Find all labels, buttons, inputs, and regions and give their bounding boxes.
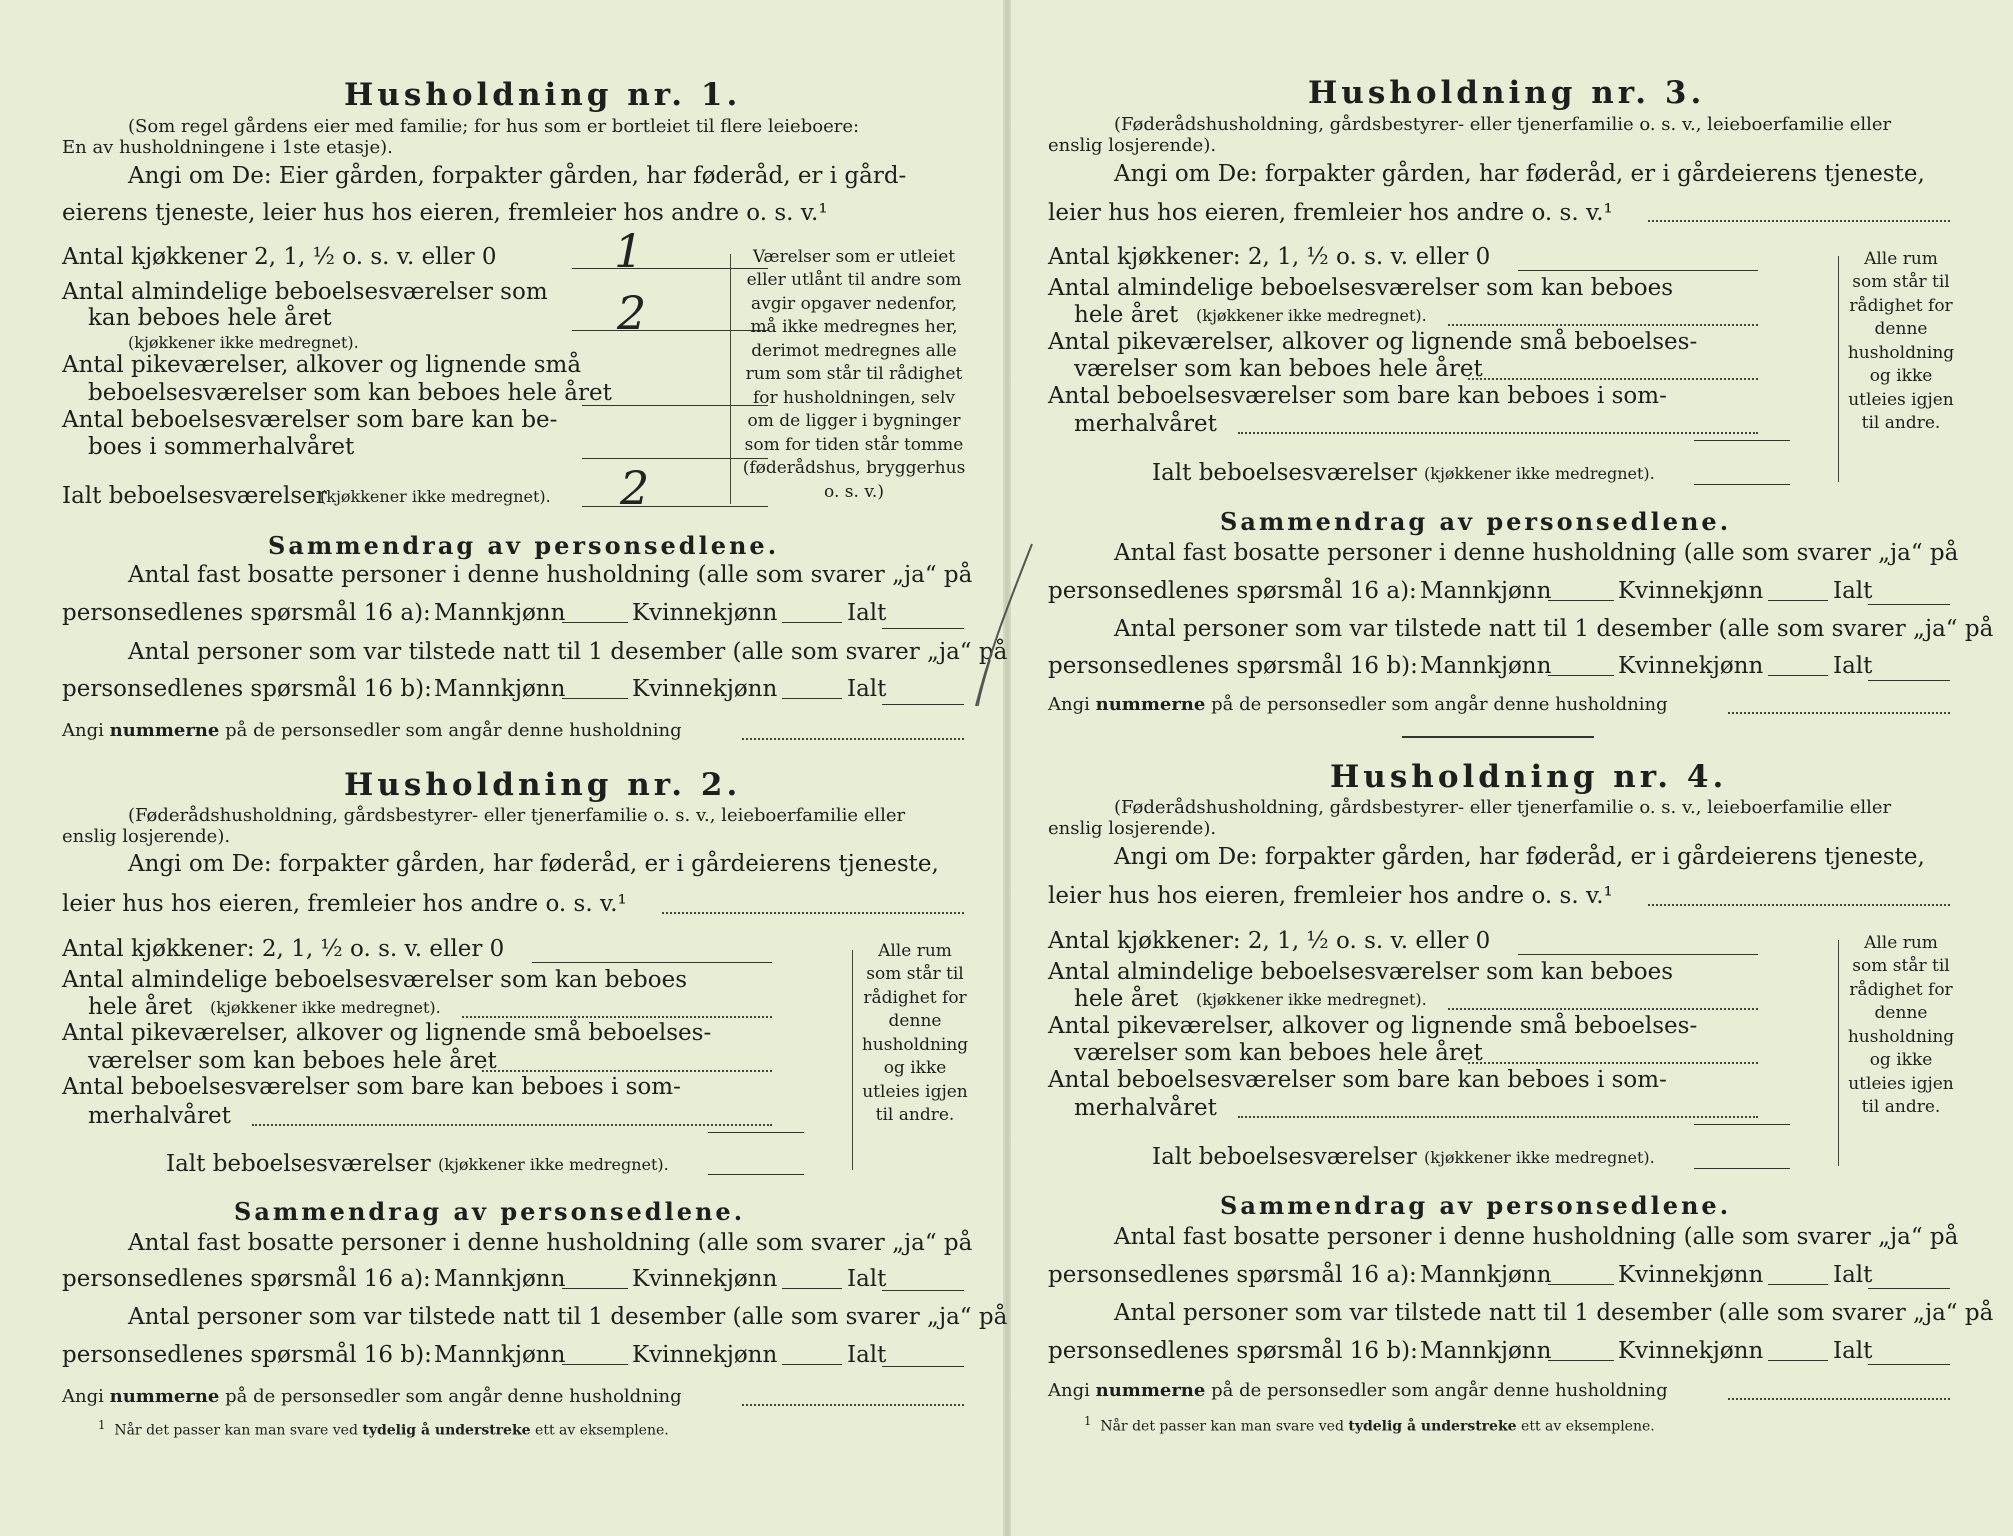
household-4-maid-rooms-label: Antal pikeværelser, alkover og lignende små beboelses- <box>1048 1013 1698 1039</box>
household-3-summer-rooms-label-cont: merhalvåret <box>1074 411 1217 437</box>
household-3-maid-rooms-label: Antal pikeværelser, alkover og lignende små beboelses- <box>1048 329 1698 355</box>
household-4-rooms-label-cont: hele året <box>1074 986 1179 1012</box>
household-3-total-note: (kjøkkener ikke medregnet). <box>1424 464 1655 483</box>
summary-2-present-total-field[interactable] <box>882 1366 964 1367</box>
household-3-kitchens-label: Antal kjøkkener: 2, 1, ½ o. s. v. eller 0 <box>1048 244 1491 270</box>
household-1-note: (Som regel gårdens eier med familie; for hus som er bortleiet til flere leieboere: <box>128 116 860 137</box>
household-3-kitchens-field[interactable] <box>1518 270 1758 271</box>
summary-1-resident-total-label: Ialt <box>847 600 887 626</box>
household-2-summer-rooms-label-cont: merhalvåret <box>88 1103 231 1129</box>
household-1-summer-rooms-label: Antal beboelsesværelser som bare kan be- <box>62 407 558 433</box>
household-3-question-cont: leier hus hos eieren, fremleier hos andre o. s. v.¹ <box>1048 200 1613 226</box>
summary-1-numbers-label: Angi nummerne på de personsedler som angår denne husholdning <box>62 720 682 741</box>
summary-2-present-total-label: Ialt <box>847 1342 887 1368</box>
household-2-kitchens-field[interactable] <box>532 962 772 963</box>
section-separator <box>1402 736 1594 738</box>
household-3-total-label: Ialt beboelsesværelser <box>1152 460 1417 486</box>
household-3-brace <box>1838 256 1839 482</box>
summary-2-present-male-label: Mannkjønn <box>434 1342 566 1368</box>
household-3-summer-rooms-field[interactable] <box>1238 432 1758 434</box>
summary-2-present-text-cont: personsedlenes spørsmål 16 b): <box>62 1342 432 1368</box>
household-4-maid-rooms-field[interactable] <box>1468 1062 1758 1064</box>
household-1-side-note: Værelser som er utleiet eller utlånt til andre som avgir opgaver nedenfor, må ikke medregnes her, derimot medregnes alle rum som står til rådighet for husholdningen, selv om de ligger i bygninger som for tiden står tomme (føderådshus, bryggerhus o. s. v.) <box>742 247 966 502</box>
summary-3-resident-text-cont: personsedlenes spørsmål 16 a): <box>1048 578 1417 604</box>
household-3-rooms-label: Antal almindelige beboelsesværelser som kan beboes <box>1048 275 1674 301</box>
household-1-question-cont: eierens tjeneste, leier hus hos eieren, fremleier hos andre o. s. v.¹ <box>62 200 828 226</box>
household-2-total-note: (kjøkkener ikke medregnet). <box>438 1155 669 1174</box>
household-4-question: Angi om De: forpakter gården, har føderåd, er i gårdeierens tjeneste, <box>1114 844 1925 870</box>
household-2-note-cont: enslig losjerende). <box>62 826 231 847</box>
household-2-maid-rooms-label: Antal pikeværelser, alkover og lignende små beboelses- <box>62 1020 712 1046</box>
household-3-maid-rooms-field[interactable] <box>1468 378 1758 380</box>
summary-2-present-female-label: Kvinnekjønn <box>632 1342 778 1368</box>
summary-3-present-male-field[interactable] <box>1548 675 1614 676</box>
summary-2-resident-female-label: Kvinnekjønn <box>632 1266 778 1292</box>
summary-3-present-text: Antal personer som var tilstede natt til 1 desember (alle som svarer „ja“ på <box>1114 616 1994 642</box>
summary-1-present-male-field[interactable] <box>562 698 628 699</box>
summary-2-resident-female-field[interactable] <box>782 1288 842 1289</box>
summary-4-present-total-field[interactable] <box>1868 1364 1950 1365</box>
household-2-rooms-label: Antal almindelige beboelsesværelser som kan beboes <box>62 967 688 993</box>
summary-3-present-male-label: Mannkjønn <box>1420 653 1552 679</box>
household-2-rooms-label-cont: hele året <box>88 994 193 1020</box>
summary-3-resident-male-field[interactable] <box>1548 600 1614 601</box>
summary-1-resident-male-field[interactable] <box>562 622 628 623</box>
household-2-note: (Føderådshusholdning, gårdsbestyrer- eller tjenerfamilie o. s. v., leieboerfamilie eller <box>128 805 906 826</box>
household-1-maid-rooms-label-cont: beboelsesværelser som kan beboes hele året <box>88 380 612 406</box>
summary-4-resident-total-field[interactable] <box>1868 1288 1950 1289</box>
household-3-rooms-note: (kjøkkener ikke medregnet). <box>1196 306 1427 325</box>
summary-1-resident-total-field[interactable] <box>882 628 964 629</box>
household-1-rooms-note: (kjøkkener ikke medregnet). <box>128 333 359 352</box>
summary-3-numbers-field[interactable] <box>1728 712 1950 714</box>
summary-2-title: Sammendrag av personsedlene. <box>234 1197 746 1226</box>
summary-4-present-female-field[interactable] <box>1768 1360 1828 1361</box>
household-3-note-cont: enslig losjerende). <box>1048 135 1217 156</box>
household-4-title: Husholdning nr. 4. <box>1330 759 1728 795</box>
household-4-kitchens-field[interactable] <box>1518 954 1758 955</box>
household-4-rooms-field[interactable] <box>1448 1008 1758 1010</box>
summary-3-resident-text: Antal fast bosatte personer i denne husholdning (alle som svarer „ja“ på <box>1114 540 1959 566</box>
household-3-title: Husholdning nr. 3. <box>1308 75 1706 111</box>
summary-4-present-female-label: Kvinnekjønn <box>1618 1338 1764 1364</box>
household-1-rooms-label: Antal almindelige beboelsesværelser som <box>62 279 548 305</box>
household-1-total-label: Ialt beboelsesværelser <box>62 483 327 509</box>
summary-1-present-total-label: Ialt <box>847 676 887 702</box>
household-2-subtotal-line <box>708 1132 804 1133</box>
summary-4-resident-total-label: Ialt <box>1833 1262 1873 1288</box>
summary-1-present-male-label: Mannkjønn <box>434 676 566 702</box>
footnote-right: $^1$ Når det passer kan man svare ved tydelig å understreke ett av eksemplene. <box>1084 1414 1655 1435</box>
summary-1-title: Sammendrag av personsedlene. <box>268 531 780 560</box>
household-3-side-note: Alle rum som står til rådighet for denne husholdning og ikke utleies igjen til andre. <box>1847 249 1955 434</box>
summary-4-title: Sammendrag av personsedlene. <box>1220 1191 1732 1220</box>
household-3-question-answer[interactable] <box>1648 220 1950 222</box>
household-1-title: Husholdning nr. 1. <box>344 77 742 113</box>
summary-4-resident-text-cont: personsedlenes spørsmål 16 a): <box>1048 1262 1417 1288</box>
household-4-maid-rooms-label-cont: værelser som kan beboes hele året <box>1074 1040 1483 1066</box>
summary-2-resident-male-label: Mannkjønn <box>434 1266 566 1292</box>
household-2-maid-rooms-field[interactable] <box>482 1070 772 1072</box>
household-2-brace <box>852 950 853 1170</box>
household-4-summer-rooms-label-cont: merhalvåret <box>1074 1095 1217 1121</box>
household-2-total-field[interactable] <box>708 1174 804 1175</box>
household-4-side-note: Alle rum som står til rådighet for denne husholdning og ikke utleies igjen til andre. <box>1847 933 1955 1118</box>
summary-3-present-text-cont: personsedlenes spørsmål 16 b): <box>1048 653 1418 679</box>
summary-3-resident-total-label: Ialt <box>1833 578 1873 604</box>
household-1-kitchens-label: Antal kjøkkener 2, 1, ½ o. s. v. eller 0 <box>62 244 497 270</box>
household-4-brace <box>1838 940 1839 1166</box>
summary-4-present-text: Antal personer som var tilstede natt til 1 desember (alle som svarer „ja“ på <box>1114 1300 1994 1326</box>
summary-3-present-female-label: Kvinnekjønn <box>1618 653 1764 679</box>
household-3-question: Angi om De: forpakter gården, har føderåd, er i gårdeierens tjeneste, <box>1114 161 1925 187</box>
summary-2-resident-text-cont: personsedlenes spørsmål 16 a): <box>62 1266 431 1292</box>
summary-4-present-male-field[interactable] <box>1548 1360 1614 1361</box>
household-2-rooms-field[interactable] <box>462 1016 772 1018</box>
summary-1-present-text-cont: personsedlenes spørsmål 16 b): <box>62 676 432 702</box>
household-2-question: Angi om De: forpakter gården, har føderåd, er i gårdeierens tjeneste, <box>128 851 939 877</box>
household-4-note: (Føderådshusholdning, gårdsbestyrer- eller tjenerfamilie o. s. v., leieboerfamilie eller <box>1114 797 1892 818</box>
household-4-total-note: (kjøkkener ikke medregnet). <box>1424 1148 1655 1167</box>
summary-3-present-female-field[interactable] <box>1768 675 1828 676</box>
summary-1-present-total-field[interactable] <box>882 704 964 705</box>
household-1-total-value: 2 <box>620 461 650 515</box>
pencil-mark-icon <box>970 540 1040 710</box>
household-1-total-field[interactable] <box>582 506 768 507</box>
household-4-total-field[interactable] <box>1694 1168 1790 1169</box>
household-1-kitchens-value: 1 <box>614 224 644 278</box>
summary-3-title: Sammendrag av personsedlene. <box>1220 507 1732 536</box>
household-1-rooms-label-cont: kan beboes hele året <box>88 305 332 331</box>
household-4-total-label: Ialt beboelsesværelser <box>1152 1144 1417 1170</box>
household-2-summer-rooms-label: Antal beboelsesværelser som bare kan beboes i som- <box>62 1074 681 1100</box>
summary-2-present-female-field[interactable] <box>782 1364 842 1365</box>
household-2-summer-rooms-field[interactable] <box>252 1124 772 1126</box>
summary-4-numbers-field[interactable] <box>1728 1398 1950 1400</box>
summary-2-numbers-label: Angi nummerne på de personsedler som angår denne husholdning <box>62 1386 682 1407</box>
summary-1-present-female-field[interactable] <box>782 698 842 699</box>
summary-2-resident-text: Antal fast bosatte personer i denne husholdning (alle som svarer „ja“ på <box>128 1230 973 1256</box>
household-1-total-note: (kjøkkener ikke medregnet). <box>320 487 551 506</box>
summary-4-resident-male-label: Mannkjønn <box>1420 1262 1552 1288</box>
household-1-question: Angi om De: Eier gården, forpakter gården, har føderåd, er i gård- <box>128 163 907 189</box>
summary-2-resident-male-field[interactable] <box>562 1288 628 1289</box>
household-2-title: Husholdning nr. 2. <box>344 767 742 803</box>
summary-3-present-total-field[interactable] <box>1868 680 1950 681</box>
household-4-kitchens-label: Antal kjøkkener: 2, 1, ½ o. s. v. eller 0 <box>1048 928 1491 954</box>
household-2-rooms-note: (kjøkkener ikke medregnet). <box>210 998 441 1017</box>
summary-1-present-female-label: Kvinnekjønn <box>632 676 778 702</box>
summary-4-resident-female-label: Kvinnekjønn <box>1618 1262 1764 1288</box>
household-2-side-note: Alle rum som står til rådighet for denne husholdning og ikke utleies igjen til andre. <box>861 941 969 1126</box>
household-4-subtotal-line <box>1694 1124 1790 1125</box>
household-2-question-cont: leier hus hos eieren, fremleier hos andre o. s. v.¹ <box>62 891 627 917</box>
household-2-maid-rooms-label-cont: værelser som kan beboes hele året <box>88 1048 497 1074</box>
summary-3-resident-male-label: Mannkjønn <box>1420 578 1552 604</box>
household-4-rooms-note: (kjøkkener ikke medregnet). <box>1196 990 1427 1009</box>
summary-4-present-male-label: Mannkjønn <box>1420 1338 1552 1364</box>
summary-1-resident-male-label: Mannkjønn <box>434 600 566 626</box>
summary-1-resident-text-cont: personsedlenes spørsmål 16 a): <box>62 600 431 626</box>
summary-2-resident-total-label: Ialt <box>847 1266 887 1292</box>
household-1-brace <box>730 254 731 504</box>
summary-1-resident-female-field[interactable] <box>782 622 842 623</box>
household-1-maid-rooms-label: Antal pikeværelser, alkover og lignende små <box>62 352 582 378</box>
household-4-summer-rooms-label: Antal beboelsesværelser som bare kan beboes i som- <box>1048 1067 1667 1093</box>
household-3-rooms-label-cont: hele året <box>1074 302 1179 328</box>
footnote-left: $^1$ Når det passer kan man svare ved tydelig å understreke ett av eksemplene. <box>98 1418 669 1439</box>
household-3-total-field[interactable] <box>1694 484 1790 485</box>
summary-2-present-text: Antal personer som var tilstede natt til 1 desember (alle som svarer „ja“ på <box>128 1304 1008 1330</box>
summary-1-numbers-field[interactable] <box>742 738 964 740</box>
household-1-summer-rooms-label-cont: boes i sommerhalvåret <box>88 434 355 460</box>
summary-4-present-text-cont: personsedlenes spørsmål 16 b): <box>1048 1338 1418 1364</box>
summary-3-resident-female-field[interactable] <box>1768 600 1828 601</box>
summary-4-resident-female-field[interactable] <box>1768 1284 1828 1285</box>
summary-2-numbers-field[interactable] <box>742 1404 964 1406</box>
household-2-kitchens-label: Antal kjøkkener: 2, 1, ½ o. s. v. eller 0 <box>62 936 505 962</box>
summary-3-present-total-label: Ialt <box>1833 653 1873 679</box>
household-4-question-answer[interactable] <box>1648 904 1950 906</box>
household-1-note-cont: En av husholdningene i 1ste etasje). <box>62 137 393 158</box>
summary-1-resident-female-label: Kvinnekjønn <box>632 600 778 626</box>
summary-4-resident-text: Antal fast bosatte personer i denne husholdning (alle som svarer „ja“ på <box>1114 1224 1959 1250</box>
household-3-summer-rooms-label: Antal beboelsesværelser som bare kan beboes i som- <box>1048 383 1667 409</box>
household-3-maid-rooms-label-cont: værelser som kan beboes hele året <box>1074 356 1483 382</box>
summary-3-resident-female-label: Kvinnekjønn <box>1618 578 1764 604</box>
summary-4-numbers-label: Angi nummerne på de personsedler som angår denne husholdning <box>1048 1380 1668 1401</box>
household-4-question-cont: leier hus hos eieren, fremleier hos andre o. s. v.¹ <box>1048 883 1613 909</box>
summary-3-numbers-label: Angi nummerne på de personsedler som angår denne husholdning <box>1048 694 1668 715</box>
household-1-rooms-value: 2 <box>617 286 647 340</box>
household-4-rooms-label: Antal almindelige beboelsesværelser som kan beboes <box>1048 959 1674 985</box>
summary-2-present-male-field[interactable] <box>562 1364 628 1365</box>
summary-2-resident-total-field[interactable] <box>882 1290 964 1291</box>
household-3-rooms-field[interactable] <box>1448 324 1758 326</box>
summary-4-resident-male-field[interactable] <box>1548 1284 1614 1285</box>
summary-1-resident-text: Antal fast bosatte personer i denne husholdning (alle som svarer „ja“ på <box>128 562 973 588</box>
household-3-subtotal-line <box>1694 440 1790 441</box>
household-4-summer-rooms-field[interactable] <box>1238 1116 1758 1118</box>
household-2-question-answer[interactable] <box>662 912 964 914</box>
summary-1-present-text: Antal personer som var tilstede natt til 1 desember (alle som svarer „ja“ på <box>128 639 1008 665</box>
household-2-total-label: Ialt beboelsesværelser <box>166 1151 431 1177</box>
household-3-note: (Føderådshusholdning, gårdsbestyrer- eller tjenerfamilie o. s. v., leieboerfamilie eller <box>1114 114 1892 135</box>
summary-3-resident-total-field[interactable] <box>1868 604 1950 605</box>
summary-4-present-total-label: Ialt <box>1833 1338 1873 1364</box>
household-4-note-cont: enslig losjerende). <box>1048 818 1217 839</box>
